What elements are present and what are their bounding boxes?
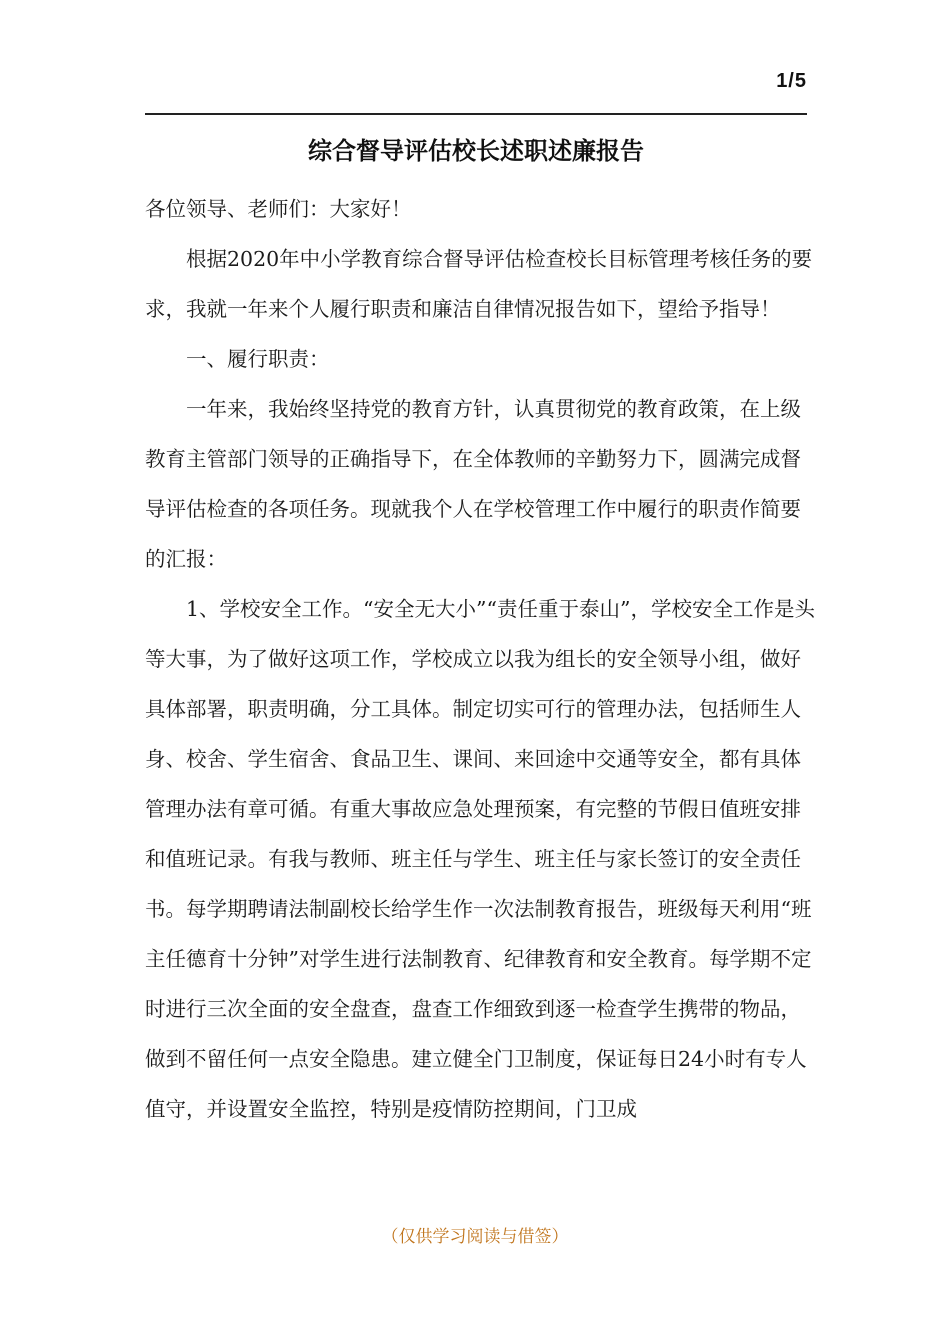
footer-note: （仅供学习阅读与借签） [381,1227,569,1247]
paragraph: 一年来，我始终坚持党的教育方针，认真贯彻党的教育政策，在上级教育主管部门领导的正确指导下，在全体教师的辛勤努力下，圆满完成督导评估检查的各项任务。现就我个人在学校管理工作中履行的职责作简要的汇报： [145,397,801,571]
paragraph: 1、学校安全工作。“安全无大小”“责任重于泰山”，学校安全工作是头等大事，为了做好这项工作，学校成立以我为组长的安全领导小组，做好具体部署，职责明确，分工具体。制定切实可行的管理办法，包括师生人身、校舍、学生宿舍、食品卫生、课间、来回途中交通等安全，都有具体管理办法有章可循。有重大事故应急处理预案，有完整的节假日值班安排和值班记录。有我与教师、班主任与学生、班主任与家长签订的安全责任书。每学期聘请法制副校长给学生作一次法制教育报告，班级每天利用“班主任德育十分钟”对学生进行法制教育、纪律教育和安全教育。每学期不定时进行三次全面的安全盘查，盘查工作细致到逐一检查学生携带的物品，做到不留任何一点安全隐患。建立健全门卫制度，保证每日24小时有专人值守，并设置安全监控，特别是疫情防控期间，门卫成 [145,597,815,1121]
document-title: 综合督导评估校长述职述廉报告 [308,136,644,165]
document-body [145,184,817,1134]
header-rule [145,113,807,115]
page-number: 1/5 [776,70,807,92]
paragraph: 根据2020年中小学教育综合督导评估检查校长目标管理考核任务的要求，我就一年来个人履行职责和廉洁自律情况报告如下，望给予指导！ [145,247,813,321]
salutation: 各位领导、老师们：大家好！ [145,197,412,221]
section-heading: 一、履行职责： [186,347,330,371]
